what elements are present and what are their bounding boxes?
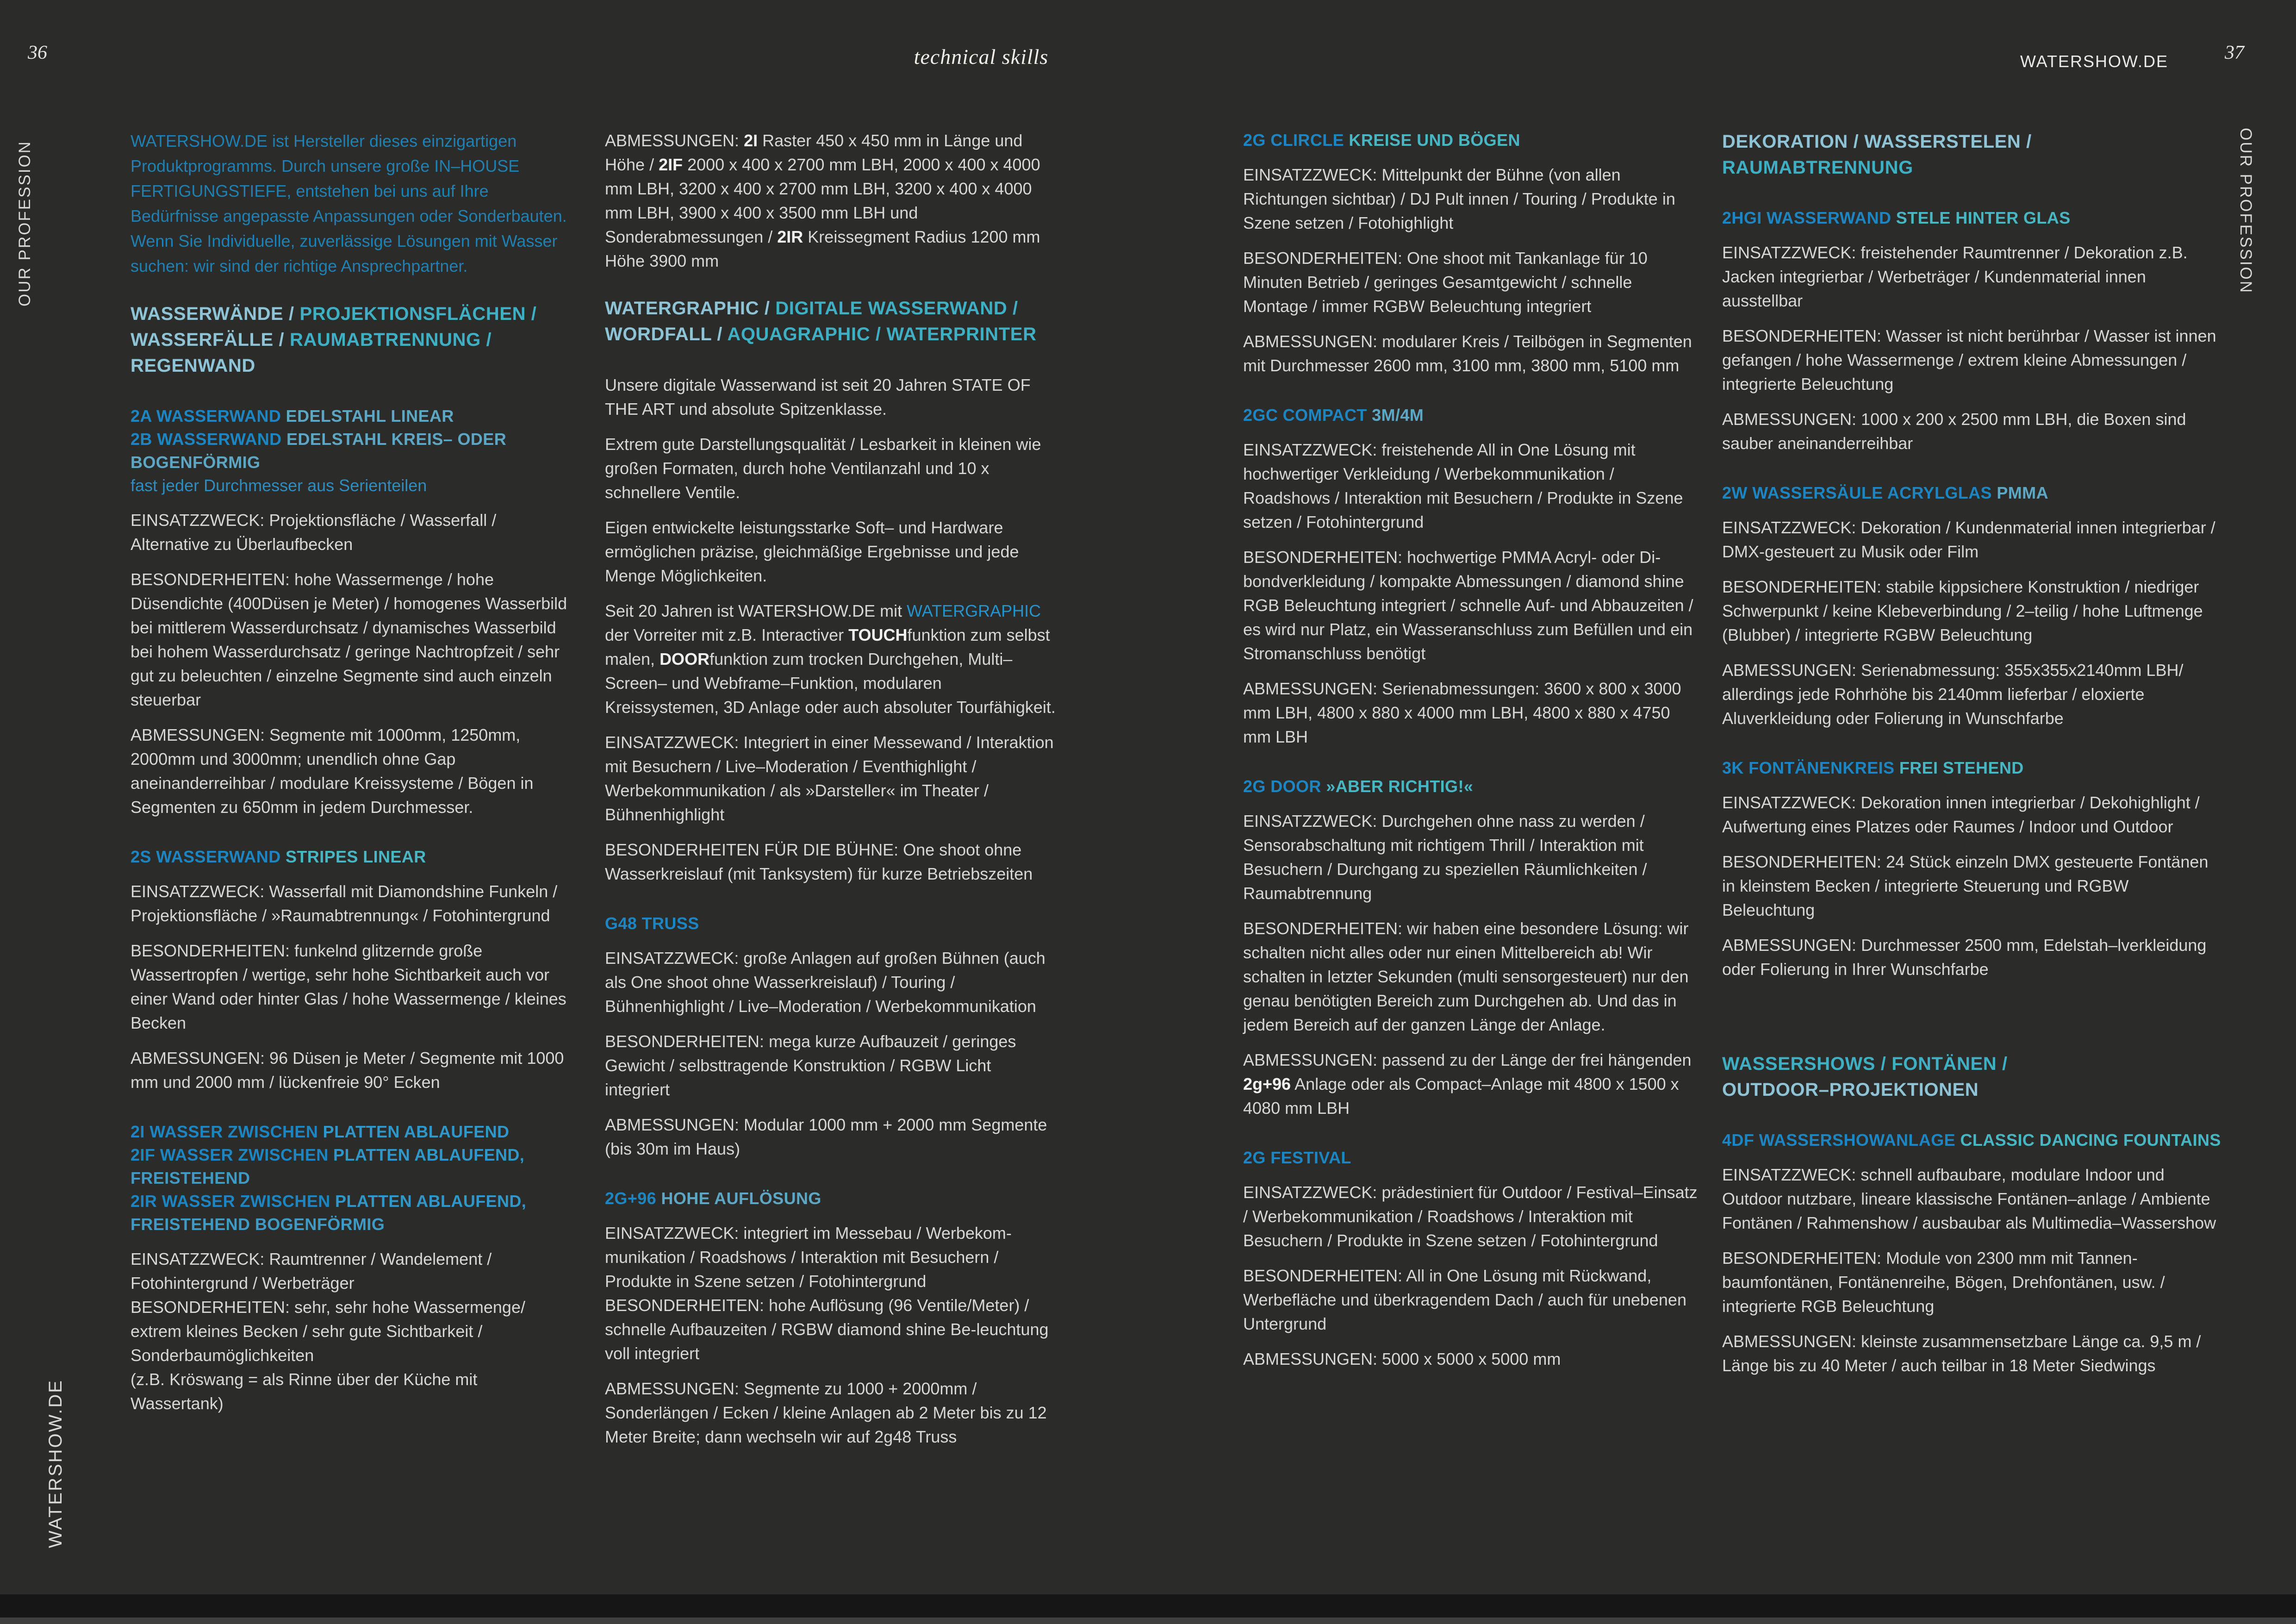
paragraph — [131, 1368, 571, 1416]
paragraph — [1243, 438, 1699, 534]
vertical-label-watershow-left: WATERSHOW.DE — [45, 1379, 66, 1548]
text-segment: fast jeder Durchmesser aus Serienteilen — [131, 476, 427, 495]
text-segment: WORDFALL / — [605, 324, 728, 344]
text-segment: ABMESSUNGEN: Serienabmessung: 355x355x2140mm LBH/ allerdings jede Rohrhöhe bis 2140mm lieferbar / eloxierte Aluverkleidung oder Folierung in Wunschfarbe — [1722, 661, 2184, 728]
text-segment: BESONDERHEITEN FÜR DIE BÜHNE: One shoot ohne Wasserkreislauf (mit Tanksystem) für kurze Betriebszeiten — [605, 840, 1033, 883]
paragraph — [1722, 324, 2224, 396]
text-segment: BESONDERHEITEN: hohe Auflösung (96 Ventile/Meter) / schnelle Aufbauzeiten / RGBW diamond shine Be-leuchtung voll integriert — [605, 1296, 1049, 1363]
text-line — [131, 451, 571, 474]
paragraph — [605, 838, 1058, 886]
text-segment: PLATTEN ABLAUFEND — [323, 1122, 510, 1141]
text-segment: ABMESSUNGEN: Modular 1000 mm + 2000 mm Segmente (bis 30m im Haus) — [605, 1115, 1047, 1158]
text-segment: funktion zum selbst malen, — [605, 625, 1050, 668]
text-segment: BESONDERHEITEN: hohe Wassermenge / hohe Düsendichte (400Düsen je Meter) / homogenes Wasserbild bei mittlerem Wasserdurchsatz / dynamisches Wasserbild bei hohem Wasserdurchsatz / geringe Nachtropfzeit / sehr gut zu beleuchten / einzelne Segmente sind auch einzeln steuerbar — [131, 570, 567, 709]
text-line — [131, 1190, 571, 1213]
text-segment: BESONDERHEITEN: 24 Stück einzeln DMX gesteuerte Fontänen in kleinstem Becken / integrierte Steuerung und RGBW Beleuchtung — [1722, 852, 2209, 919]
text-segment: PLATTEN ABLAUFEND, — [335, 1192, 527, 1211]
text-line — [1722, 155, 2224, 181]
text-segment: ABMESSUNGEN: 5000 x 5000 x 5000 mm — [1243, 1349, 1561, 1368]
text-segment: DOOR — [660, 650, 710, 668]
paragraph — [1243, 917, 1699, 1037]
text-segment: 2A WASSERWAND — [131, 406, 286, 425]
text-segment: 2IF WASSER ZWISCHEN — [131, 1145, 334, 1164]
paragraph — [605, 373, 1058, 421]
product-subhead — [1722, 1129, 2224, 1152]
text-segment: KREISE UND BÖGEN — [1349, 131, 1520, 150]
text-segment: STELE HINTER GLAS — [1896, 208, 2071, 227]
paragraph — [1722, 407, 2224, 456]
column-4 — [1722, 129, 2224, 1378]
text-segment: BESONDERHEITEN: One shoot mit Tankanlage für 10 Minuten Betrieb / geringes Gesamtgewicht / schnelle Montage / immer RGBW Beleuchtung integriert — [1243, 249, 1648, 316]
text-segment: funktion zum trocken Durchgehen, Multi–Screen– und Webframe–Funktion, modularen Kreissystemen, 3D Anlage oder auch absoluter Tourfähigkeit. — [605, 650, 1056, 717]
text-segment: TOUCH — [848, 625, 908, 644]
product-subhead — [1722, 206, 2224, 230]
text-segment: 2g+96 — [1243, 1074, 1291, 1093]
text-segment: RAUMABTRENNUNG — [1722, 157, 1913, 178]
text-segment: EINSATZZWECK: große Anlagen auf großen Bühnen (auch als One shoot ohne Wasserkreislauf) / Touring / Bühnenhighlight / Live–Moderation / Werbekommunikation — [605, 949, 1045, 1016]
text-segment: DIGITALE WASSERWAND / — [775, 298, 1018, 319]
text-line — [1243, 129, 1699, 152]
text-line — [131, 845, 571, 868]
text-segment: HOHE AUFLÖSUNG — [661, 1189, 821, 1208]
text-segment: WASSERSTELEN / — [1864, 131, 2032, 152]
section-heading — [605, 295, 1058, 347]
paragraph — [605, 1221, 1058, 1293]
text-segment: 2I WASSER ZWISCHEN — [131, 1122, 323, 1141]
text-segment: REGENWAND — [131, 356, 255, 376]
text-segment: 2S WASSERWAND — [131, 847, 286, 866]
section-heading — [1722, 1051, 2224, 1103]
paragraph — [605, 1377, 1058, 1449]
paragraph — [1722, 850, 2224, 922]
paragraph — [1243, 809, 1699, 906]
text-segment: PMMA — [1997, 483, 2048, 502]
product-subhead — [605, 912, 1058, 935]
text-line — [1722, 756, 2224, 780]
page-title: technical skills — [914, 45, 1049, 69]
text-segment: G48 TRUSS — [605, 914, 699, 933]
paragraph — [605, 1293, 1058, 1366]
product-subhead — [131, 1120, 571, 1236]
text-segment: 2G+96 — [605, 1189, 661, 1208]
text-segment: Unsere digitale Wasserwand ist seit 20 Jahren STATE OF THE ART und absolute Spitzenklasse. — [605, 375, 1031, 418]
text-segment: ABMESSUNGEN: kleinste zusammensetzbare Länge ca. 9,5 m / Länge bis zu 40 Meter / auch teilbar in 18 Meter Siedwings — [1722, 1332, 2201, 1375]
text-segment: Seit 20 Jahren ist WATERSHOW.DE mit — [605, 601, 907, 620]
text-segment: ABMESSUNGEN: passend zu der Länge der frei hängenden — [1243, 1050, 1692, 1069]
text-segment: BESONDERHEITEN: Module von 2300 mm mit Tannen-baumfontänen, Fontänenreihe, Bögen, Drehfontänen, usw. / integrierte RGB Beleuchtung — [1722, 1249, 2165, 1316]
vertical-label-our-profession-right: OUR PROFESSION — [2237, 128, 2255, 294]
paragraph — [1722, 516, 2224, 564]
text-line — [1243, 1146, 1699, 1169]
text-line — [1722, 1129, 2224, 1152]
paragraph — [605, 516, 1058, 588]
text-segment: CLASSIC DANCING FOUNTAINS — [1960, 1131, 2221, 1149]
text-segment: 4DF WASSERSHOWANLAGE — [1722, 1131, 1960, 1149]
column-1 — [131, 129, 571, 1416]
text-segment: EDELSTAHL KREIS– ODER — [286, 430, 507, 449]
paragraph — [605, 946, 1058, 1018]
paragraph — [131, 508, 571, 556]
text-segment: 2G FESTIVAL — [1243, 1148, 1351, 1167]
paragraph — [605, 1113, 1058, 1161]
text-segment: EINSATZZWECK: integriert im Messebau / Werbekom-munikation / Roadshows / Interaktion mit Besuchern / Produkte in Szene setzen / Fotohintergrund — [605, 1224, 1012, 1291]
text-segment: ABMESSUNGEN: Durchmesser 2500 mm, Edelstah–lverkleidung oder Folierung in Ihrer Wunschfarbe — [1722, 936, 2207, 979]
text-segment: 3M/4M — [1372, 406, 1424, 425]
text-segment: 2B WASSERWAND — [131, 430, 286, 449]
column-3 — [1243, 129, 1699, 1371]
product-subhead — [1243, 775, 1699, 798]
text-segment: ABMESSUNGEN: 96 Düsen je Meter / Segmente mit 1000 mm und 2000 mm / lückenfreie 90° Ecken — [131, 1049, 564, 1092]
text-segment: EINSATZZWECK: Integriert in einer Messewand / Interaktion mit Besuchern / Live–Moderation / Eventhighlight / Werbekommunikation / als »Darsteller« im Theater / Bühnenhighlight — [605, 733, 1054, 824]
footer-bar — [0, 1594, 2296, 1618]
section-heading — [1722, 129, 2224, 181]
text-segment: 2000 x 400 x 2700 mm LBH, 2000 x 400 x 4000 mm LBH, 3200 x 400 x 2700 mm LBH, 3200 x 400 x 4000 mm LBH, 3900 x 400 x 3500 mm LBH und Sonderabmessungen / — [605, 155, 1040, 246]
text-line — [1722, 1077, 2224, 1103]
text-line — [605, 295, 1058, 321]
paragraph — [1243, 677, 1699, 749]
paragraph — [1722, 1330, 2224, 1378]
product-subhead — [605, 1187, 1058, 1210]
product-subhead — [1243, 129, 1699, 152]
vertical-label-our-profession-left: OUR PROFESSION — [16, 140, 34, 306]
text-line — [131, 1143, 571, 1167]
paragraph — [1722, 1163, 2224, 1235]
page-number-right: 37 — [2225, 42, 2244, 63]
product-subhead — [1243, 404, 1699, 427]
text-segment: 2IR — [777, 227, 803, 246]
text-segment: 2G DOOR — [1243, 777, 1326, 796]
brand-label: WATERSHOW.DE — [2020, 52, 2168, 71]
paragraph — [1243, 330, 1699, 378]
paragraph — [1243, 545, 1699, 666]
paragraph — [1722, 1246, 2224, 1318]
text-segment: BESONDERHEITEN: stabile kippsichere Konstruktion / niedriger Schwerpunkt / keine Klebeverbindung / 2–teilig / hohe Luftmenge (Blubber) / integrierte RGBW Beleuchtung — [1722, 577, 2203, 644]
text-line — [131, 474, 571, 497]
text-line — [1243, 404, 1699, 427]
text-line — [131, 428, 571, 451]
paragraph — [131, 723, 571, 819]
paragraph — [1243, 1347, 1699, 1371]
text-segment: ABMESSUNGEN: 1000 x 200 x 2500 mm LBH, die Boxen sind sauber aneinanderreihbar — [1722, 410, 2186, 453]
text-segment: PROJEKTIONSFLÄCHEN / — [299, 304, 537, 324]
page-number-left: 36 — [28, 42, 47, 63]
text-segment: Eigen entwickelte leistungsstarke Soft– und Hardware ermöglichen präzise, gleichmäßige Ergebnisse und jede Menge Möglichkeiten. — [605, 518, 1019, 585]
text-segment: WATERPRINTER — [886, 324, 1037, 344]
text-segment: Kreissegment Radius 1200 mm Höhe 3900 mm — [605, 227, 1040, 270]
text-segment: ABMESSUNGEN: modularer Kreis / Teilbögen in Segmenten mit Durchmesser 2600 mm, 3100 mm, 3800 mm, 5100 mm — [1243, 332, 1692, 375]
text-line — [1722, 206, 2224, 230]
text-line — [1722, 129, 2224, 155]
paragraph — [605, 599, 1058, 719]
paragraph — [131, 568, 571, 712]
product-subhead — [131, 405, 571, 497]
text-segment: EINSATZZWECK: Wasserfall mit Diamondshine Funkeln / Projektionsfläche / »Raumabtrennung« / Fotohintergrund — [131, 882, 558, 925]
text-segment: (z.B. Kröswang = als Rinne über der Küche mit Wassertank) — [131, 1370, 478, 1413]
text-line — [131, 327, 571, 353]
text-segment: DEKORATION / — [1722, 131, 1865, 152]
text-segment: BESONDERHEITEN: hochwertige PMMA Acryl- oder Di-bondverkleidung / kompakte Abmessungen / diamond shine RGB Beleuchtung integriert / schnelle Auf- und Abbauzeiten / es wird nur Platz, ein Wasseranschluss zum Befüllen und ein Stromanschluss benötigt — [1243, 548, 1693, 663]
text-segment: 2HGI WASSERWAND — [1722, 208, 1896, 227]
text-segment: WATERGRAPHIC / — [605, 298, 776, 319]
paragraph — [1722, 575, 2224, 647]
text-segment: FREI STEHEND — [1899, 758, 2024, 777]
paragraph — [1722, 933, 2224, 981]
product-subhead — [131, 845, 571, 868]
text-segment: »ABER RICHTIG!« — [1326, 777, 1474, 796]
text-segment: BESONDERHEITEN: wir haben eine besondere Lösung: wir schalten nicht alles oder nur einen Mittelbereich ab! Wir schalten in letzter Sekunden (multi sensorgesteuert) nur den genau benötigten Bereich zum Durchgehen ab. Und das in jedem Bereich auf der ganzen Länge der Anlage. — [1243, 919, 1689, 1034]
text-segment: EINSATZZWECK: Projektionsfläche / Wasserfall / Alternative zu Überlaufbecken — [131, 511, 497, 554]
section-heading — [131, 301, 571, 379]
paragraph — [131, 129, 571, 279]
text-segment: BESONDERHEITEN: Wasser ist nicht berührbar / Wasser ist innen gefangen / hohe Wassermenge / extrem kleine Abmessungen / integrierte Beleuchtung — [1722, 326, 2216, 394]
text-segment: ABMESSUNGEN: Segmente mit 1000mm, 1250mm, 2000mm und 3000mm; unendlich ohne Gap aneinanderreihbar / modulare Kreissysteme / Bögen in Segmenten zu 650mm in jedem Durchmesser. — [131, 725, 534, 817]
text-line — [605, 912, 1058, 935]
text-segment: BOGENFÖRMIG — [131, 453, 261, 472]
text-segment: FONTÄNEN / — [1892, 1054, 2008, 1074]
text-segment: ABMESSUNGEN: Segmente zu 1000 + 2000mm / Sonderlängen / Ecken / kleine Anlagen ab 2 Meter bis zu 12 Meter Breite; dann wechseln wir auf 2g48 Truss — [605, 1379, 1047, 1446]
text-segment: Extrem gute Darstellungsqualität / Lesbarkeit in kleinen wie großen Formaten, durch hohe Ventilanzahl und 10 x schnellere Ventile. — [605, 435, 1041, 502]
text-segment: EINSATZZWECK: Durchgehen ohne nass zu werden / Sensorabschaltung mit richtigem Thrill / Interaktion mit Besuchern / Durchgang zu speziellen Räumlichkeiten / Raumabtrennung — [1243, 812, 1647, 903]
paragraph — [605, 432, 1058, 505]
paragraph — [1243, 1264, 1699, 1336]
text-line — [1722, 481, 2224, 505]
text-line — [131, 353, 571, 379]
paragraph — [131, 1295, 571, 1368]
paragraph — [1722, 658, 2224, 731]
text-segment: EINSATZZWECK: freistehender Raumtrenner / Dekoration z.B. Jacken integrierbar / Werbeträger / Kundenmaterial innen ausstellbar — [1722, 243, 2188, 310]
text-segment: ABMESSUNGEN: Serienabmessungen: 3600 x 800 x 3000 mm LBH, 4800 x 880 x 4000 mm LBH, 4800 x 880 x 4750 mm LBH — [1243, 679, 1681, 746]
text-segment: Raster 450 x 450 mm in Länge und Höhe / — [605, 131, 1023, 174]
text-segment: BESONDERHEITEN: All in One Lösung mit Rückwand, Werbefläche und überkragendem Dach / auch für unebenen Untergrund — [1243, 1266, 1686, 1333]
paragraph — [131, 880, 571, 928]
text-segment: EINSATZZWECK: Dekoration innen integrierbar / Dekohighlight / Aufwertung eines Platzes oder Raumes / Indoor und Outdoor — [1722, 793, 2200, 836]
product-subhead — [1722, 756, 2224, 780]
footer-edge-line — [0, 1618, 2296, 1624]
text-segment: EINSATZZWECK: schnell aufbaubare, modulare Indoor und Outdoor nutzbare, lineare klassische Fontänen–anlage / Ambiente Fontänen / Rahmenshow / ausbaubar als Multimedia–Wassershow — [1722, 1165, 2216, 1232]
paragraph — [605, 731, 1058, 827]
text-segment: BESONDERHEITEN: sehr, sehr hohe Wassermenge/ extrem kleines Becken / sehr gute Sichtbarkeit / Sonderbaumöglichkeiten — [131, 1298, 525, 1365]
text-segment: WASSERSHOWS / — [1722, 1054, 1892, 1074]
text-segment: WATERGRAPHIC — [907, 601, 1041, 620]
text-segment: FREISTEHEND — [131, 1168, 250, 1187]
text-segment: WASSERFÄLLE / — [131, 330, 290, 350]
text-line — [1722, 1051, 2224, 1077]
text-segment: EINSATZZWECK: Mittelpunkt der Bühne (von allen Richtungen sichtbar) / DJ Pult innen / Touring / Produkte in Szene setzen / Fotohighlight — [1243, 165, 1675, 232]
paragraph — [131, 1247, 571, 1295]
text-line — [131, 1120, 571, 1143]
text-line — [131, 1167, 571, 1190]
paragraph — [131, 1046, 571, 1094]
text-segment: FREISTEHEND BOGENFÖRMIG — [131, 1215, 385, 1234]
text-segment: 3K FONTÄNENKREIS — [1722, 758, 1899, 777]
text-segment: RAUMABTRENNUNG / — [289, 330, 492, 350]
text-segment: 2IR WASSER ZWISCHEN — [131, 1192, 336, 1211]
text-segment: EINSATZZWECK: Raumtrenner / Wandelement / Fotohintergrund / Werbeträger — [131, 1249, 492, 1293]
paragraph — [605, 1030, 1058, 1102]
text-segment: 2IF — [659, 155, 683, 174]
text-segment: Anlage oder als Compact–Anlage mit 4800 x 1500 x 4080 mm LBH — [1243, 1074, 1679, 1118]
text-line — [131, 405, 571, 428]
text-segment: 2W WASSERSÄULE ACRYLGLAS — [1722, 483, 1997, 502]
text-segment: EINSATZZWECK: prädestiniert für Outdoor / Festival–Einsatz / Werbekommunikation / Roadshows / Interaktion mit Besuchern / Produkte in Szene setzen / Fotohintergrund — [1243, 1183, 1698, 1250]
product-subhead — [1243, 1146, 1699, 1169]
text-line — [605, 321, 1058, 347]
paragraph — [1722, 791, 2224, 839]
text-segment: 2I — [744, 131, 758, 150]
text-segment: BESONDERHEITEN: mega kurze Aufbauzeit / geringes Gewicht / selbsttragende Konstruktion / RGBW Licht integriert — [605, 1032, 1016, 1099]
paragraph — [1243, 1181, 1699, 1253]
paragraph — [131, 939, 571, 1035]
paragraph — [605, 129, 1058, 273]
paragraph — [1243, 1048, 1699, 1120]
text-segment: EDELSTAHL LINEAR — [286, 406, 454, 425]
text-segment: ABMESSUNGEN: — [605, 131, 744, 150]
paragraph — [1243, 163, 1699, 235]
product-subhead — [1722, 481, 2224, 505]
text-line — [605, 1187, 1058, 1210]
text-line — [1243, 775, 1699, 798]
paragraph — [1722, 241, 2224, 313]
text-segment: WASSERWÄNDE / — [131, 304, 300, 324]
text-line — [131, 301, 571, 327]
column-2 — [605, 129, 1058, 1449]
text-segment: STRIPES LINEAR — [286, 847, 426, 866]
text-segment: PLATTEN ABLAUFEND, — [333, 1145, 525, 1164]
text-segment: 2G CLIRCLE — [1243, 131, 1349, 150]
text-segment: OUTDOOR–PROJEKTIONEN — [1722, 1080, 1979, 1100]
text-segment: AQUAGRAPHIC / — [727, 324, 887, 344]
text-segment: EINSATZZWECK: freistehende All in One Lösung mit hochwertiger Verkleidung / Werbekommunikation / Roadshows / Interaktion mit Besuchern / Produkte in Szene setzen / Fotohintergrund — [1243, 440, 1683, 531]
text-segment: EINSATZZWECK: Dekoration / Kundenmaterial innen integrierbar / DMX-gesteuert zu Musik oder Film — [1722, 518, 2215, 561]
text-segment: BESONDERHEITEN: funkelnd glitzernde große Wassertropfen / wertige, sehr hohe Sichtbarkeit auch vor einer Wand oder hinter Glas / hohe Wassermenge / kleines Becken — [131, 941, 566, 1032]
text-line — [131, 1213, 571, 1236]
text-segment: 2GC COMPACT — [1243, 406, 1372, 425]
text-segment: WATERSHOW.DE ist Hersteller dieses einzigartigen Produktprogramms. Durch unsere große IN–HOUSE FERTIGUNGSTIEFE, entstehen bei uns auf Ihre Bedürfnisse angepasste Anpassungen oder Sonderbauten. Wenn Sie Individuelle, zuverlässige Lösungen mit Wasser suchen: wir sind der richtige Ansprechpartner. — [131, 131, 567, 275]
paragraph — [1243, 246, 1699, 319]
text-segment: der Vorreiter mit z.B. Interactiver — [605, 625, 849, 644]
